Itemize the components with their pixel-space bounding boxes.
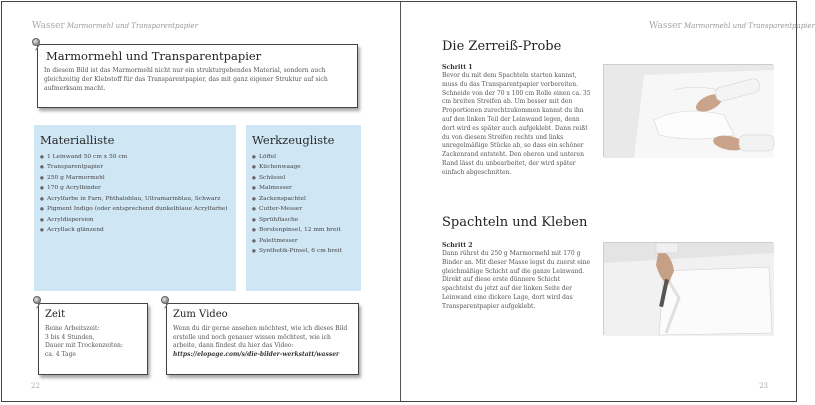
list-item: ● Acryldispersion [40, 217, 230, 224]
list-item: ● Borstenpinsel, 12 mm breit [252, 227, 355, 234]
list-item: ● Synthetik-Pinsel, 6 cm breit [252, 248, 355, 255]
intro-title: Marmormehl und Transparentpapier [46, 49, 262, 63]
step-text-2: Dann rührst du 250 g Marmormehl mit 170 g Binder an. Mit dieser Masse legst du zuerst eine gleichmäßige Schicht auf die ganze Leinwand. Direkt auf diese erste dünnere Schicht spachtelst du jetzt auf der linken Seite der Leinwand eine dickere Lage, dort wird das Transparentpapier aufgeklebt. [442, 250, 591, 310]
list-item: ● 250 g Marmormehl [40, 175, 230, 182]
time-line: 3 bis 4 Stunden, [45, 333, 95, 341]
list-item: ● Schüssel [252, 175, 355, 182]
intro-text: In diesem Bild ist das Marmormehl nicht nur ein strukturgebendes Material, sondern auch gleichzeitig der Klebstoff für das Transparentpapier, das mit ganz eigener Struktur auf sich aufmerksam macht. [44, 67, 328, 92]
running-head-text: Marmormehl und Transparentpapier [66, 22, 198, 30]
list-item: ● Malmesser [252, 185, 355, 192]
video-text: Wenn du dir gerne ansehen möchtest, wie ich dieses Bild erstelle und noch genauer wissen möchtest, wie ich arbeite, dann findest du hier das Video: [173, 325, 348, 349]
tools-title: Werkzeugliste [252, 133, 335, 147]
tools-box [246, 125, 361, 291]
pushpin-icon [31, 38, 42, 49]
left-page [2, 2, 401, 401]
list-item: ● Küchenwaage [252, 164, 355, 171]
list-item: ● Sprühflasche [252, 217, 355, 224]
right-page [402, 2, 815, 401]
photo-spreading-paste [603, 242, 773, 335]
list-item: ● Transparentpapier [40, 164, 230, 171]
tools-list [252, 154, 355, 256]
running-head-lead: Wasser [649, 21, 682, 31]
running-head-text: Marmormehl und Transparentpapier [683, 22, 815, 30]
video-title: Zum Video [173, 309, 228, 320]
list-item: ● Acrylfarbe in Farn, Phthaloblau, Ultramarinblau, Schwarz [40, 196, 230, 203]
photo-tearing-paper [603, 64, 773, 157]
materials-list [40, 154, 230, 235]
page-number-left: 22 [31, 382, 40, 390]
video-link[interactable]: https://elopage.com/s/die-bilder-werkstatt/wasser [173, 350, 340, 358]
list-item: ● Pigment Indigo (oder entsprechend dunkelblaue Acrylfarbe) [40, 206, 230, 213]
running-head-right [649, 21, 815, 31]
list-item: ● Palettmesser [252, 238, 355, 245]
pushpin-icon [160, 296, 171, 307]
pushpin-icon [32, 296, 43, 307]
list-item: ● Löffel [252, 154, 355, 161]
video-card [166, 303, 359, 375]
materials-title: Materialliste [40, 133, 115, 147]
running-head-left [32, 21, 198, 31]
section-title-1: Die Zerreiß-Probe [442, 39, 562, 54]
section-title-2: Spachteln und Kleben [442, 215, 588, 230]
book-spread [1, 1, 815, 402]
list-item: ● Cutter-Messer [252, 206, 355, 213]
step-label-1: Schritt 1 [442, 64, 473, 71]
intro-card [37, 44, 358, 108]
page-number-right: 23 [759, 382, 768, 390]
time-title: Zeit [45, 309, 66, 320]
list-item: ● Acryllack glänzend [40, 227, 230, 234]
list-item: ● Zackenspachtel [252, 196, 355, 203]
photo-tearing-paper-illustration [604, 65, 774, 158]
step-label-2: Schritt 2 [442, 242, 473, 249]
time-card [38, 303, 148, 375]
time-line: Reine Arbeitszeit: [45, 325, 100, 332]
list-item: ● 170 g Acrylbinder [40, 185, 230, 192]
list-item: ● 1 Leinwand 50 cm x 50 cm [40, 154, 230, 161]
materials-box [34, 125, 236, 291]
step-text-1: Bevor du mit dem Spachteln starten kannst, muss du das Transparentpapier vorbereiten. Schneide von der 70 x 100 cm Rolle einen ca. 35 cm breiten Streifen ab. Um besser mit den Proportionen zurechtzukommen kannst du ihn auf den linken Teil der Leinwand legen, denn dort wird es später auch aufgeklebt. Dann reißt du von diesem Streifen rechts und links unregelmäßige Stücke ab, so dass ein schöner Zackenrand entsteht. Den oberen und unteren Rand lässt du unbearbeitet, der wird später einfach abgeschnitten. [442, 72, 591, 176]
time-line: ca. 4 Tage [45, 350, 76, 358]
time-line: Dauer mit Trockenzeiten: [45, 342, 123, 349]
running-head-lead: Wasser [32, 21, 65, 31]
photo-spreading-paste-illustration [604, 243, 774, 336]
